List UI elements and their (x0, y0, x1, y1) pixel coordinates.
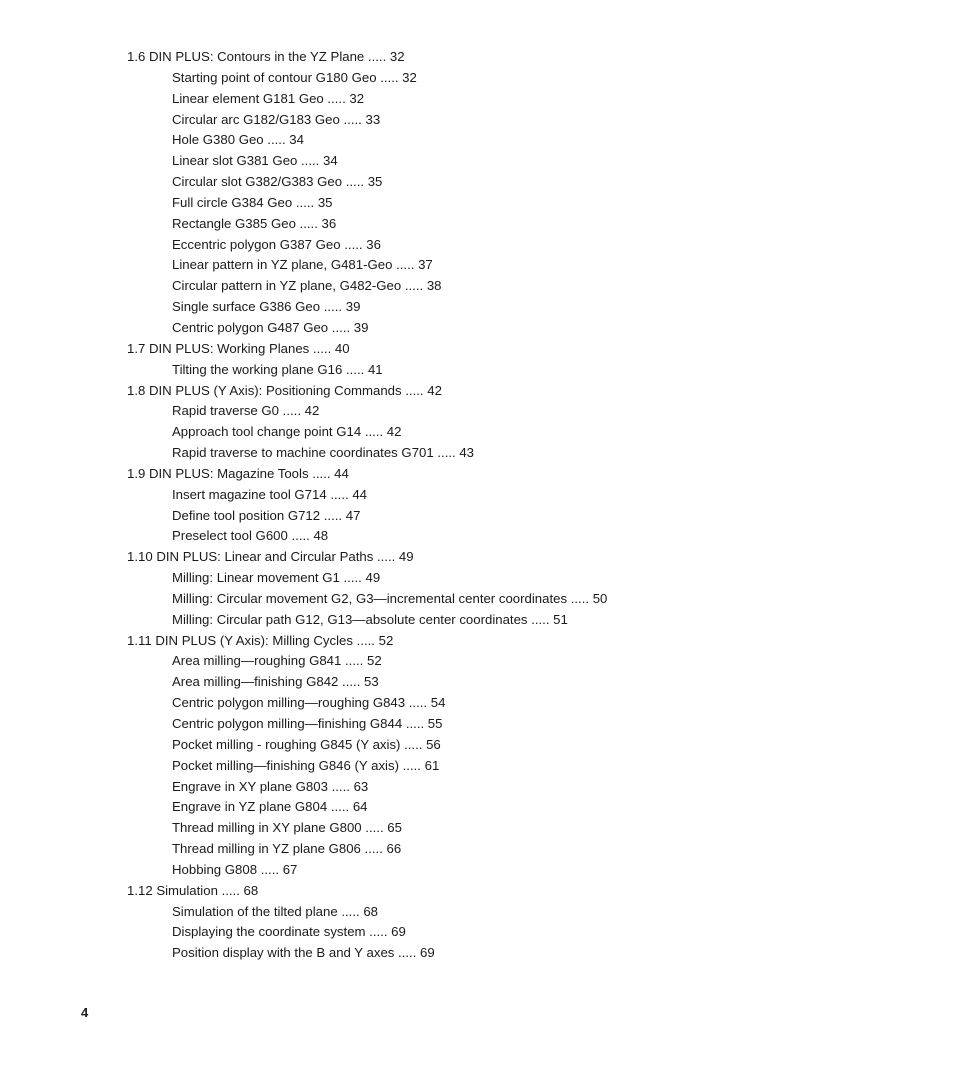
toc-subsection-entry[interactable]: Area milling—finishing G842 ..... 53 (172, 674, 379, 690)
toc-subsection-entry[interactable]: Rapid traverse to machine coordinates G701 ..... 43 (172, 445, 475, 461)
toc-subsection-entry[interactable]: Full circle G384 Geo ..... 35 (172, 194, 333, 210)
toc-section-entry[interactable]: 1.10 DIN PLUS: Linear and Circular Paths ..... 49 (127, 549, 414, 565)
toc-subsection-entry[interactable]: Define tool position G712 ..... 47 (172, 507, 361, 523)
toc-subsection-entry[interactable]: Circular arc G182/G183 Geo ..... 33 (172, 111, 381, 127)
toc-subsection-entry[interactable]: Eccentric polygon G387 Geo ..... 36 (172, 236, 381, 252)
toc-subsection-entry[interactable]: Starting point of contour G180 Geo ..... 32 (172, 69, 417, 85)
toc-subsection-entry[interactable]: Approach tool change point G14 ..... 42 (172, 424, 402, 440)
toc-subsection-entry[interactable]: Milling: Circular movement G2, G3—incremental center coordinates ..... 50 (172, 590, 608, 606)
toc-section-entry[interactable]: 1.7 DIN PLUS: Working Planes ..... 40 (127, 340, 350, 356)
toc-subsection-entry[interactable]: Pocket milling—finishing G846 (Y axis) ..... 61 (172, 757, 440, 773)
toc-subsection-entry[interactable]: Thread milling in XY plane G800 ..... 65 (172, 820, 402, 836)
toc-subsection-entry[interactable]: Area milling—roughing G841 ..... 52 (172, 653, 382, 669)
toc-subsection-entry[interactable]: Hobbing G808 ..... 67 (172, 861, 298, 877)
toc-subsection-entry[interactable]: Rapid traverse G0 ..... 42 (172, 403, 320, 419)
toc-subsection-entry[interactable]: Simulation of the tilted plane ..... 68 (172, 903, 378, 919)
toc-subsection-entry[interactable]: Linear element G181 Geo ..... 32 (172, 90, 365, 106)
toc-subsection-entry[interactable]: Linear slot G381 Geo ..... 34 (172, 153, 338, 169)
toc-subsection-entry[interactable]: Pocket milling - roughing G845 (Y axis) ..... 56 (172, 736, 441, 752)
toc-section-entry[interactable]: 1.11 DIN PLUS (Y Axis): Milling Cycles ..... 52 (127, 632, 394, 648)
toc-subsection-entry[interactable]: Thread milling in YZ plane G806 ..... 66 (172, 841, 402, 857)
toc-subsection-entry[interactable]: Single surface G386 Geo ..... 39 (172, 299, 361, 315)
toc-subsection-entry[interactable]: Centric polygon milling—finishing G844 ..... 55 (172, 716, 443, 731)
toc-subsection-entry[interactable]: Linear pattern in YZ plane, G481-Geo ..... 37 (172, 257, 433, 273)
toc-subsection-entry[interactable]: Insert magazine tool G714 ..... 44 (172, 486, 367, 502)
toc-section-entry[interactable]: 1.12 Simulation ..... 68 (127, 882, 259, 898)
toc-subsection-entry[interactable]: Centric polygon milling—roughing G843 ..... 54 (172, 695, 446, 711)
toc-subsection-entry[interactable]: Hole G380 Geo ..... 34 (172, 132, 304, 148)
toc-subsection-entry[interactable]: Rectangle G385 Geo ..... 36 (172, 215, 337, 231)
toc-subsection-entry[interactable]: Milling: Linear movement G1 ..... 49 (172, 570, 381, 586)
toc-subsection-entry[interactable]: Circular slot G382/G383 Geo ..... 35 (172, 174, 383, 190)
toc-subsection-entry[interactable]: Tilting the working plane G16 ..... 41 (172, 361, 383, 377)
toc-subsection-entry[interactable]: Engrave in XY plane G803 ..... 63 (172, 778, 369, 794)
toc-section-entry[interactable]: 1.8 DIN PLUS (Y Axis): Positioning Commands ..... 42 (127, 382, 442, 398)
toc-subsection-entry[interactable]: Circular pattern in YZ plane, G482-Geo ..... 38 (172, 278, 442, 294)
toc-subsection-entry[interactable]: Milling: Circular path G12, G13—absolute center coordinates ..... 51 (172, 611, 568, 627)
toc-subsection-entry[interactable]: Preselect tool G600 ..... 48 (172, 528, 329, 544)
toc-section-entry[interactable]: 1.6 DIN PLUS: Contours in the YZ Plane ..... 32 (127, 49, 405, 64)
toc-subsection-entry[interactable]: Centric polygon G487 Geo ..... 39 (172, 319, 369, 335)
toc-subsection-entry[interactable]: Position display with the B and Y axes ..... 69 (172, 945, 435, 961)
toc-subsection-entry[interactable]: Displaying the coordinate system ..... 69 (172, 924, 406, 940)
table-of-contents (0, 47, 954, 964)
toc-subsection-entry[interactable]: Engrave in YZ plane G804 ..... 64 (172, 799, 368, 815)
page-number: 4 (81, 1005, 89, 1020)
toc-section-entry[interactable]: 1.9 DIN PLUS: Magazine Tools ..... 44 (127, 465, 349, 481)
